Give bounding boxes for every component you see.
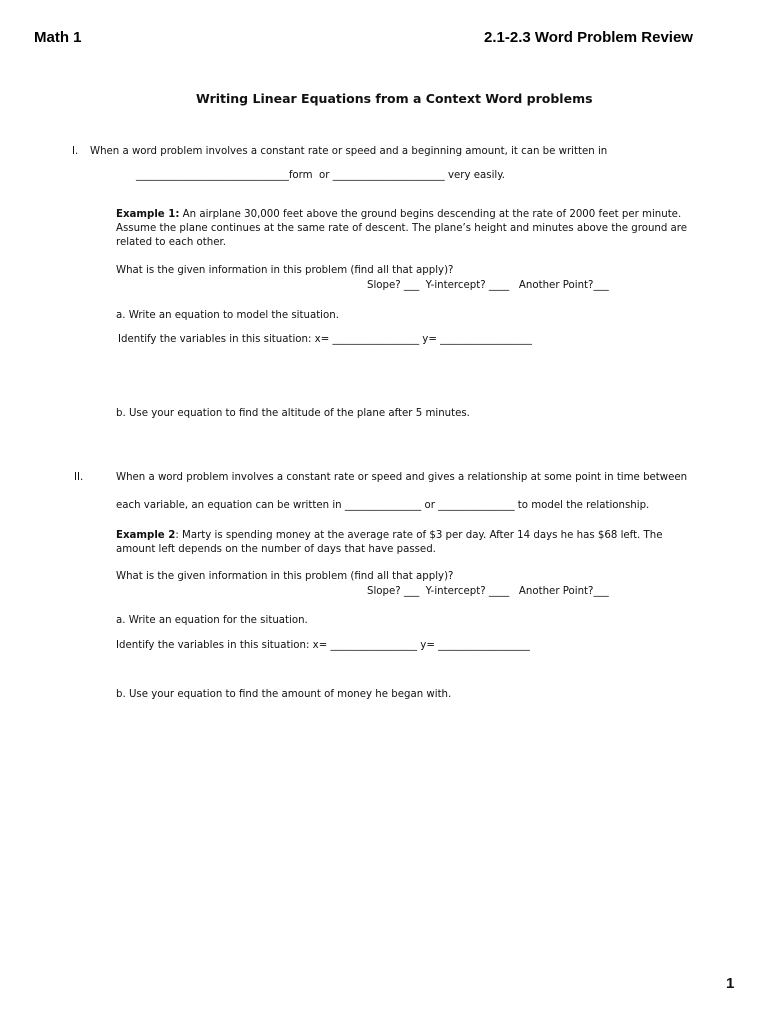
section1-intro: When a word problem involves a constant rate or speed and a beginning amount, it can be written in xyxy=(90,146,608,157)
example1-label: Example 1: xyxy=(116,209,180,220)
page-title: Writing Linear Equations from a Context Word problems xyxy=(196,91,593,106)
example1-part-a: a. Write an equation to model the situation. xyxy=(116,310,339,321)
example1-text: An airplane 30,000 feet above the ground begins descending at the rate of 2000 feet per minute. Assume the plane continues at the same rate of descent. The plane’s height and minutes above the ground are related to each other. xyxy=(116,209,688,248)
example1-given-question: What is the given information in this problem (find all that apply)? xyxy=(116,265,454,276)
example1-given-blanks: Slope? ___ Y-intercept? ____ Another Point?___ xyxy=(367,280,609,291)
example1-paragraph xyxy=(116,208,701,250)
section2-numeral: II. xyxy=(74,472,84,483)
example2-given-blanks: Slope? ___ Y-intercept? ____ Another Point?___ xyxy=(367,586,609,597)
example2-paragraph xyxy=(116,529,686,557)
section1-numeral: I. xyxy=(72,146,79,157)
section2-intro-continued: each variable, an equation can be written in _______________ or _______________ to model the relationship. xyxy=(116,500,650,511)
example2-identify-variables: Identify the variables in this situation: x= _________________ y= __________________ xyxy=(116,640,530,651)
example1-identify-variables: Identify the variables in this situation: x= _________________ y= __________________ xyxy=(118,334,532,345)
example2-text: : Marty is spending money at the average rate of $3 per day. After 14 days he has $68 left. The amount left depends on the number of days that have passed. xyxy=(116,530,663,555)
example2-label: Example 2 xyxy=(116,530,176,541)
page-number: 1 xyxy=(726,975,735,992)
example2-part-a: a. Write an equation for the situation. xyxy=(116,615,308,626)
example1-part-b: b. Use your equation to find the altitude of the plane after 5 minutes. xyxy=(116,408,470,419)
section1-fill-line: ______________________________form or ______________________ very easily. xyxy=(136,170,506,181)
example2-part-b: b. Use your equation to find the amount of money he began with. xyxy=(116,689,452,700)
header-unit-title: 2.1-2.3 Word Problem Review xyxy=(484,29,693,46)
header-course: Math 1 xyxy=(34,29,82,46)
example2-given-question: What is the given information in this problem (find all that apply)? xyxy=(116,571,454,582)
section2-intro: When a word problem involves a constant rate or speed and gives a relationship at some point in time between xyxy=(116,472,688,483)
